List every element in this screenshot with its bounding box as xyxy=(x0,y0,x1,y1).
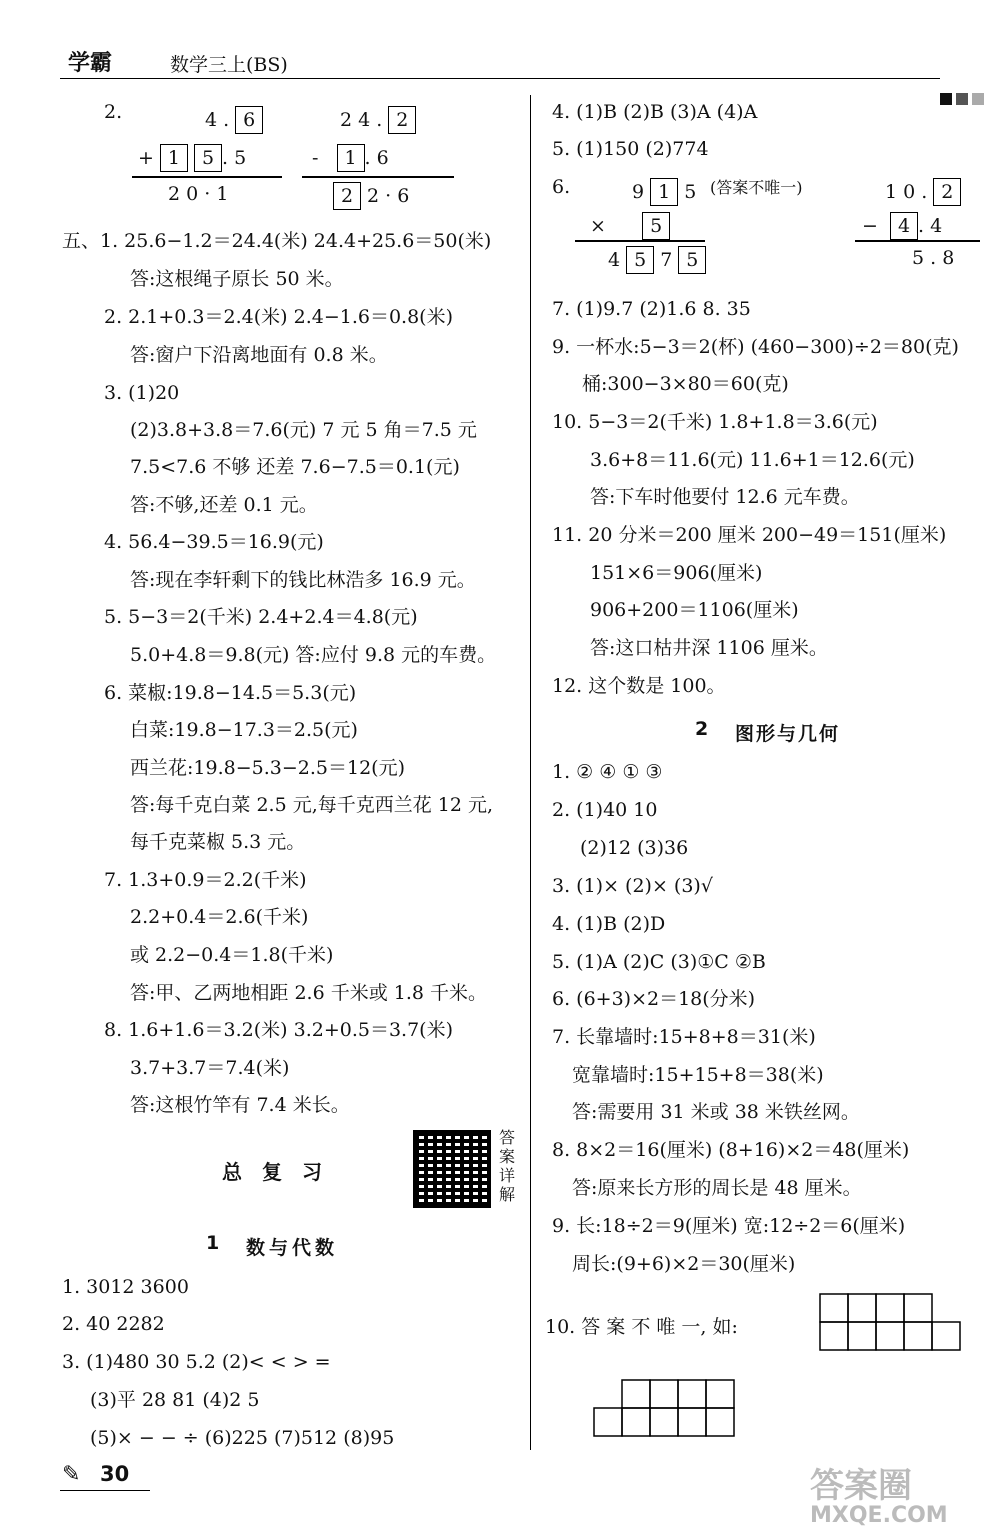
answer-line: 6. (6+3)×2＝18(分米) xyxy=(552,988,756,1010)
answer-line: 答:甲、乙两地相距 2.6 千米或 1.8 千米。 xyxy=(130,982,487,1004)
answer-line: 906+200＝1106(厘米) xyxy=(590,599,799,621)
subsection-number: 2 xyxy=(695,718,709,740)
subsection-number: 1 xyxy=(206,1232,220,1254)
vertical-calc-d-row1: 1 0 . 2 xyxy=(885,178,961,206)
header-square-icon xyxy=(972,93,984,105)
vertical-calc-d-result: 5 . 8 xyxy=(912,247,955,269)
calc-d-rule xyxy=(855,240,980,242)
answer-line: 1. ② ④ ① ③ xyxy=(552,761,663,783)
grid-figure xyxy=(592,1378,742,1440)
answer-line: 答:窗户下沿离地面有 0.8 米。 xyxy=(130,344,388,366)
answer-line: 4. (1)B (2)D xyxy=(552,913,666,935)
answer-line: 3.7+3.7＝7.4(米) xyxy=(130,1057,290,1079)
answer-line: 7. (1)9.7 (2)1.6 8. 35 xyxy=(552,298,751,320)
question-number: 2. xyxy=(104,101,123,123)
vertical-calc-a-row2: + 1 5 . 5 xyxy=(138,144,246,172)
answer-line: 9. 长:18÷2＝9(厘米) 宽:12÷2＝6(厘米) xyxy=(552,1215,906,1237)
answer-line: 5. 5−3＝2(千米) 2.4+2.4＝4.8(元) xyxy=(104,606,418,628)
answer-line: 7.5<7.6 不够 还差 7.6−7.5＝0.1(元) xyxy=(130,456,460,478)
answer-line: 宽靠墙时:15+15+8＝38(米) xyxy=(572,1064,824,1086)
answer-line: 答:这根竹竿有 7.4 米长。 xyxy=(130,1094,350,1116)
qr-label: 答案详解 xyxy=(498,1128,515,1204)
answer-line: 每千克菜椒 5.3 元。 xyxy=(130,831,306,853)
watermark: 答案圈 MXQE.COM xyxy=(810,1466,948,1528)
page-number: 30 xyxy=(100,1462,130,1486)
vertical-calc-b-row2: - 1 . 6 xyxy=(312,144,389,172)
answer-line: 10. 5−3＝2(千米) 1.8+1.8＝3.6(元) xyxy=(552,411,878,433)
answer-line: (5)× − − ÷ (6)225 (7)512 (8)95 xyxy=(90,1427,395,1449)
calc-a-rule xyxy=(132,176,282,178)
answer-line: 答:下车时他要付 12.6 元车费。 xyxy=(590,486,860,508)
answer-line: 5. (1)A (2)C (3)①C ②B xyxy=(552,951,766,973)
calc-b-rule xyxy=(302,176,454,178)
footer-rule xyxy=(60,1490,150,1491)
answer-line: 答:这根绳子原长 50 米。 xyxy=(130,268,344,290)
calc-c-rule xyxy=(575,240,705,242)
answer-line: 9. 一杯水:5−3＝2(杯) (460−300)÷2＝80(克) xyxy=(552,336,959,358)
answer-line: 答:现在李轩剩下的钱比林浩多 16.9 元。 xyxy=(130,569,476,591)
qr-code xyxy=(413,1130,491,1208)
answer-line: 3.6+8＝11.6(元) 11.6+1＝12.6(元) xyxy=(590,449,915,471)
answer-line: 桶:300−3×80＝60(克) xyxy=(582,373,789,395)
pencil-icon: ✎ xyxy=(62,1462,81,1487)
answer-line: 7. 长靠墙时:15+8+8＝31(米) xyxy=(552,1026,816,1048)
answer-line: 3. (1)× (2)× (3)√ xyxy=(552,875,713,897)
answer-line: 答:需要用 31 米或 38 米铁丝网。 xyxy=(572,1101,860,1123)
book-title: 数学三上(BS) xyxy=(170,54,288,76)
answer-line: 白菜:19.8−17.3＝2.5(元) xyxy=(130,719,358,741)
answer-line: 五、1. 25.6−1.2＝24.4(米) 24.4+25.6＝50(米) xyxy=(62,230,492,252)
subsection-title: 数与代数 xyxy=(246,1237,339,1259)
header-square-icon xyxy=(956,93,968,105)
column-divider xyxy=(530,95,531,1450)
answer-line: 8. 1.6+1.6＝3.2(米) 3.2+0.5＝3.7(米) xyxy=(104,1019,453,1041)
answer-line: (2)3.8+3.8＝7.6(元) 7 元 5 角＝7.5 元 xyxy=(130,419,477,441)
answer-line: 2. 40 2282 xyxy=(62,1313,165,1335)
vertical-calc-a-result: 2 0 · 1 xyxy=(168,183,229,205)
note-text: (答案不唯一) xyxy=(710,178,803,197)
answer-line: (3)平 28 81 (4)2 5 xyxy=(90,1389,260,1411)
vertical-calc-b-row1: 2 4 . 2 xyxy=(340,106,416,134)
answer-line: 2. 2.1+0.3＝2.4(米) 2.4−1.6＝0.8(米) xyxy=(104,306,453,328)
vertical-calc-c-row1: 9 1 5 xyxy=(632,178,696,206)
answer-line: (2)12 (3)36 xyxy=(580,837,689,859)
subsection-title: 图形与几何 xyxy=(735,723,841,745)
answer-line: 10. 答 案 不 唯 一, 如: xyxy=(545,1316,738,1338)
header-square-icon xyxy=(940,93,952,105)
answer-line: 答:原来长方形的周长是 48 厘米。 xyxy=(572,1177,862,1199)
grid-figure xyxy=(818,1292,968,1354)
answer-line: 答:这口枯井深 1106 厘米。 xyxy=(590,637,828,659)
answer-line: 4. (1)B (2)B (3)A (4)A xyxy=(552,101,758,123)
answer-line: 4. 56.4−39.5＝16.9(元) xyxy=(104,531,324,553)
question-number: 6. xyxy=(552,176,571,198)
answer-line: 3. (1)480 30 5.2 (2)< < > = xyxy=(62,1351,331,1373)
answer-line: 5.0+4.8＝9.8(元) 答:应付 9.8 元的车费。 xyxy=(130,644,497,666)
vertical-calc-c-result: 4 5 7 5 xyxy=(608,246,706,274)
answer-line: 3. (1)20 xyxy=(104,382,180,404)
answer-line: 2.2+0.4＝2.6(千米) xyxy=(130,906,309,928)
book-logo: 学霸 xyxy=(68,51,113,76)
answer-line: 2. (1)40 10 xyxy=(552,799,658,821)
answer-line: 答:每千克白菜 2.5 元,每千克西兰花 12 元, xyxy=(130,794,494,816)
answer-line: 或 2.2−0.4＝1.8(千米) xyxy=(130,944,334,966)
answer-line: 周长:(9+6)×2＝30(厘米) xyxy=(572,1253,796,1275)
answer-line: 答:不够,还差 0.1 元。 xyxy=(130,494,318,516)
vertical-calc-d-row2: − 4 . 4 xyxy=(862,212,942,240)
vertical-calc-a-row1: 4 . 6 xyxy=(205,106,263,134)
header-rule xyxy=(60,78,940,79)
answer-line: 8. 8×2＝16(厘米) (8+16)×2＝48(厘米) xyxy=(552,1139,910,1161)
answer-line: 11. 20 分米＝200 厘米 200−49＝151(厘米) xyxy=(552,524,947,546)
vertical-calc-b-result: 2 2 · 6 xyxy=(333,182,409,210)
answer-line: 5. (1)150 (2)774 xyxy=(552,138,709,160)
answer-line: 1. 3012 3600 xyxy=(62,1276,189,1298)
answer-line: 151×6＝906(厘米) xyxy=(590,562,763,584)
section-title: 总复习 xyxy=(222,1160,342,1184)
vertical-calc-c-row2: × 5 xyxy=(590,212,670,240)
answer-line: 7. 1.3+0.9＝2.2(千米) xyxy=(104,869,307,891)
answer-line: 6. 菜椒:19.8−14.5＝5.3(元) xyxy=(104,682,357,704)
answer-line: 西兰花:19.8−5.3−2.5＝12(元) xyxy=(130,757,405,779)
answer-line: 12. 这个数是 100。 xyxy=(552,675,726,697)
